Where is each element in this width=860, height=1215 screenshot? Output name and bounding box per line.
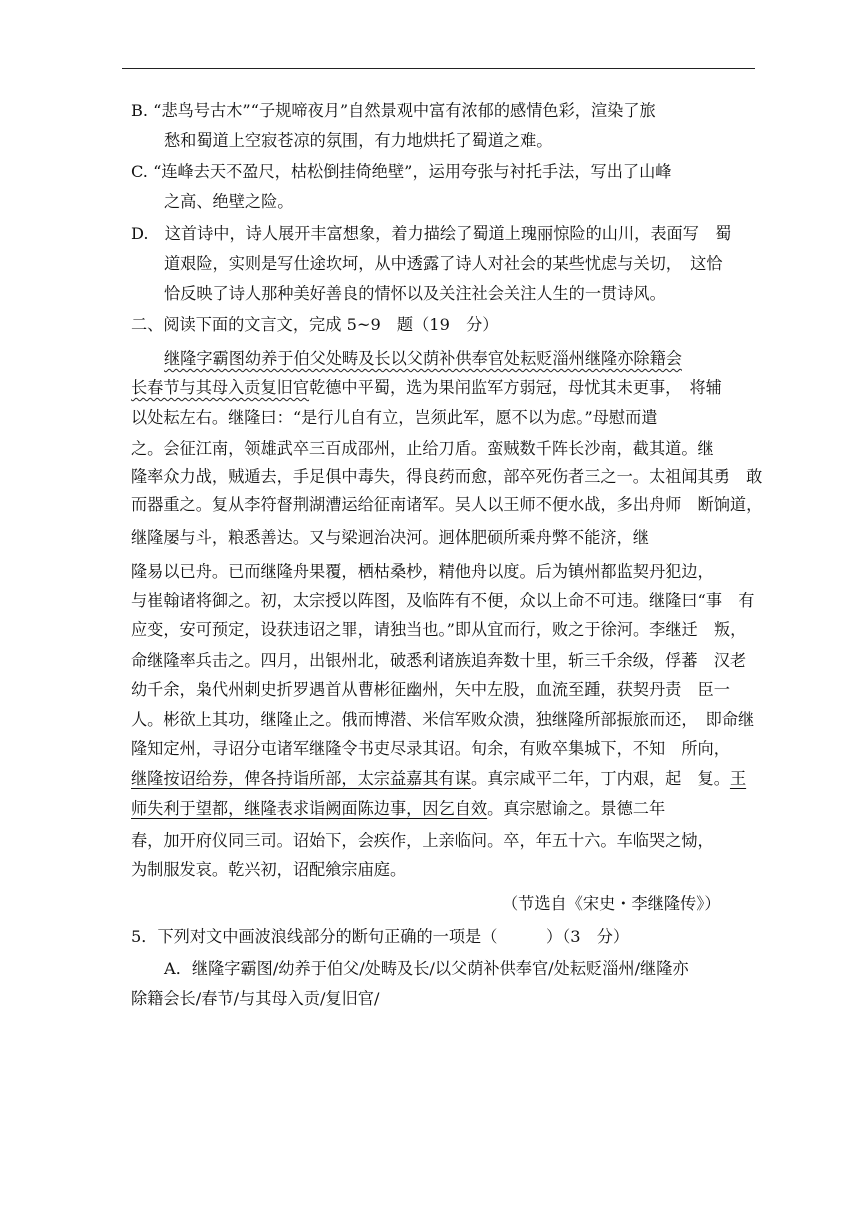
passage-line-8: 隆易以已舟。已而继隆舟果覆，栖枯桑杪，精他舟以度。后为镇州都监契丹犯边， (131, 562, 714, 581)
passage-source: （节选自《宋史・李继隆传》） (502, 894, 721, 913)
question-5-option-a-line-1: A．继隆字霸图/幼养于伯父/处畴及长/以父荫补供奉官/处耘贬淄州/继隆亦 (164, 959, 689, 978)
option-c-line-1: C. “连峰去天不盈尺，枯松倒挂倚绝壁”，运用夸张与衬托手法，写出了山峰 (131, 162, 672, 181)
passage-line-15 (131, 769, 746, 789)
passage-underline-2-start: 王 (729, 769, 747, 788)
option-d-line-3: 恰反映了诗人那种美好善良的情怀以及关注社会关注人生的一贯诗风。 (164, 284, 666, 303)
passage-line-5: 隆率众力战，贼遁去，手足俱中毒失，得良药而愈，部卒死伤者三之一。太祖闻其勇 敢 (131, 467, 763, 486)
passage-line-15-mid: 。真宗咸平二年，丁内艰，起 复。 (470, 769, 730, 788)
passage-line-11: 命继隆率兵击之。四月，出银州北，破悉利诸族追奔数十里，斩三千余级，俘蕃 汉老 (131, 651, 747, 670)
passage-line-12: 幼千余，枭代州刺史折罗遇首从曹彬征幽州，矢中左股，血流至踵，获契丹责 臣一 (131, 680, 730, 699)
question-5-option-a-line-2: 除籍会长/春节/与其母入贡/复旧官/ (131, 989, 380, 1008)
option-d-line-1: D. 这首诗中，诗人展开丰富想象，着力描绘了蜀道上瑰丽惊险的山川，表面写 蜀 (131, 224, 732, 243)
passage-line-2 (131, 378, 722, 398)
passage-line-1: 继隆字霸图幼养于伯父处畴及长以父荫补供奉官处耘贬淄州继隆亦除籍会 (164, 349, 682, 368)
passage-wavy-end: 长春节与其母入贡复旧官 (131, 378, 310, 397)
passage-line-7: 继隆屡与斗，粮悉善达。又与梁迥治决河。迥体肥硕所乘舟弊不能济，继 (131, 528, 649, 547)
option-b-line-2: 愁和蜀道上空寂苍凉的氛围，有力地烘托了蜀道之难。 (164, 131, 553, 150)
passage-line-16-rest: 。真宗慰谕之。景德二年 (487, 799, 666, 818)
passage-line-18: 为制服发哀。乾兴初，诏配飨宗庙庭。 (131, 860, 407, 879)
passage-line-14: 隆知定州，寻诏分屯诸军继隆令书吏尽录其诏。旬余，有败卒集城下，不知 所向， (131, 739, 730, 758)
section-heading: 二、阅读下面的文言文，完成 5~9 题（19 分） (131, 315, 499, 334)
header-rule (122, 68, 755, 69)
passage-line-3: 以处耘左右。继隆曰：“是行儿自有立，岂须此军，愿不以为虑。”母慰而遣 (131, 408, 658, 427)
passage-line-9: 与崔翰诸将御之。初，太宗授以阵图，及临阵有不便，众以上命不可违。继隆曰“事 有 (131, 591, 755, 610)
passage-line-16 (131, 799, 665, 819)
question-5: 5．下列对文中画波浪线部分的断句正确的一项是（ ）（3 分） (131, 927, 630, 946)
passage-underline-2: 师失利于望都，继隆表求诣阙面陈边事，因乞自效 (131, 799, 488, 818)
option-c-line-2: 之高、绝壁之险。 (164, 192, 294, 211)
option-d-line-2: 道艰险，实则是写仕途坎坷，从中透露了诗人对社会的某些忧虑与关切， 这恰 (164, 254, 723, 273)
passage-line-17: 春，加开府仪同三司。诏始下，会疾作，上亲临问。卒，年五十六。车临哭之恸， (131, 831, 714, 850)
passage-line-2-rest: 乾德中平蜀，选为果闬监军方弱冠，母忧其未更事， 将辅 (309, 378, 722, 397)
option-b-line-1: B. “悲鸟号古木”“子规啼夜月”自然景观中富有浓郁的感情色彩，渲染了旅 (131, 101, 656, 120)
passage-underline-1: 继隆按诏给券，俾各持诣所部，太宗益嘉其有谋 (131, 769, 471, 788)
passage-line-13: 人。彬欲上其功，继隆止之。俄而博潜、米信军败众溃，独继隆所部振旅而还， 即命继 (131, 710, 755, 729)
passage-line-4: 之。会征江南，领雄武卒三百成邵州，止给刀盾。蛮贼数千阵长沙南，截其道。继 (131, 439, 714, 458)
passage-line-6: 而器重之。复从李符督荆湖漕运给征南诸军。吴人以王师不便水战，多出舟师 断饷道， (131, 495, 763, 514)
passage-line-10: 应变，安可预定，设获违诏之罪，请独当也。”即从宜而行，败之于徐河。李继迁 叛， (131, 620, 747, 639)
